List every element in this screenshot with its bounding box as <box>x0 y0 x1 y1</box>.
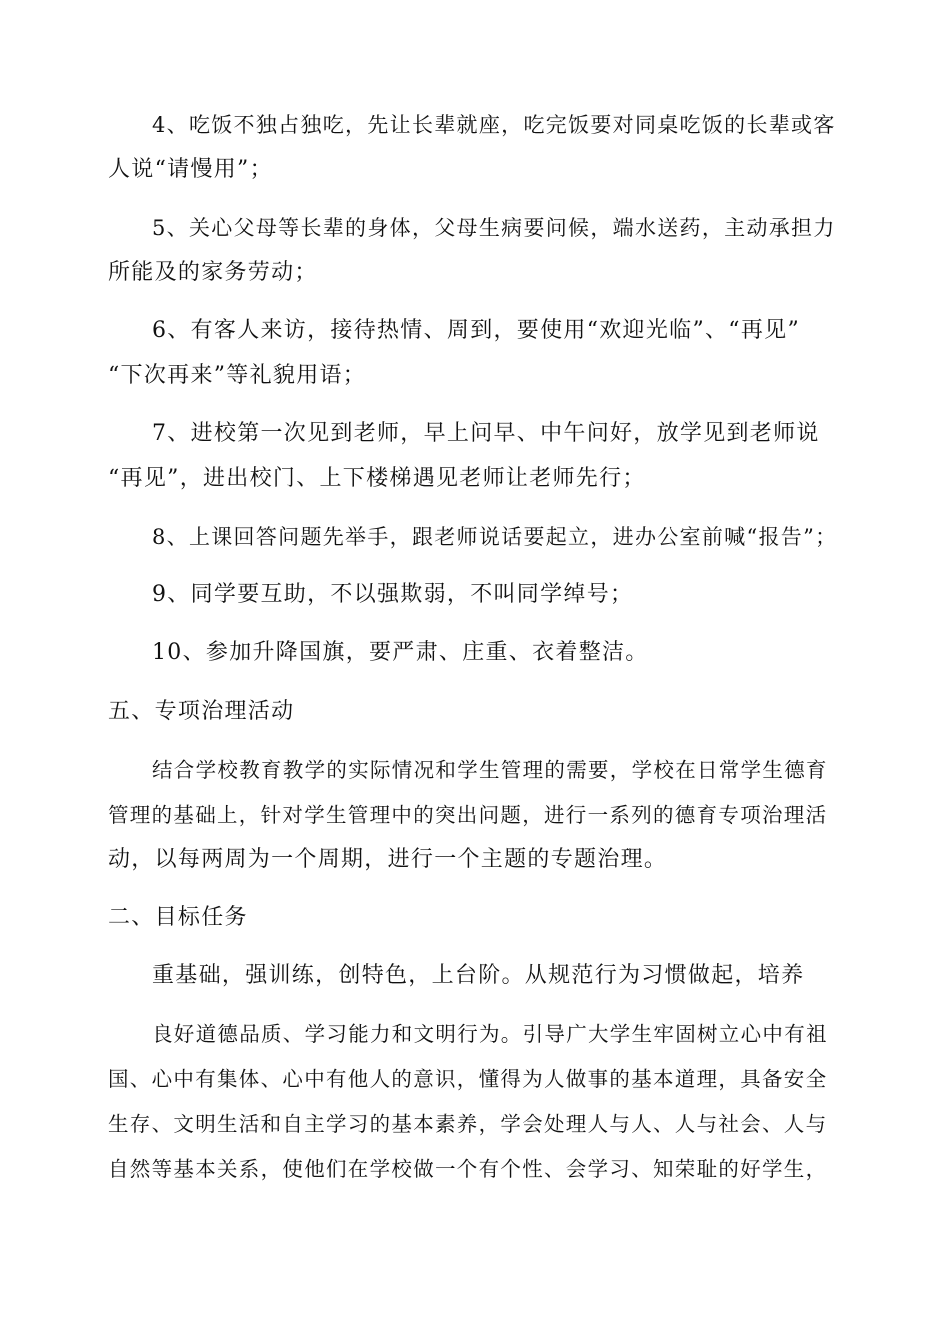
text-line: 良好道德品质、学习能力和文明行为。引导广大学生牢固树立心中有祖 <box>152 1022 828 1046</box>
text-line: 重基础，强训练，创特色，上台阶。从规范行为习惯做起，培养 <box>152 963 805 988</box>
text-line: 动，以每两周为一个周期，进行一个主题的专题治理。 <box>108 847 668 872</box>
text-line: 6、有客人来访，接待热情、周到，要使用“欢迎光临”、“再见” <box>152 318 800 343</box>
text-line: 9、同学要互助，不以强欺弱，不叫同学绰号； <box>152 582 634 607</box>
text-line: 所能及的家务劳动； <box>108 260 318 285</box>
text-line: “再见”，进出校门、上下楼梯遇见老师让老师先行； <box>108 466 646 491</box>
text-line: 10、参加升降国旗，要严肃、庄重、衣着整洁。 <box>152 640 649 665</box>
section-heading: 五、专项治理活动 <box>108 699 295 724</box>
text-line: 4、吃饭不独占独吃，先让长辈就座，吃完饭要对同桌吃饭的长辈或客 <box>152 113 836 137</box>
text-line: 8、上课回答问题先举手，跟老师说话要起立，进办公室前喊“报告”； <box>152 525 838 549</box>
text-line: 7、进校第一次见到老师，早上问早、中午问好，放学见到老师说 <box>152 421 820 446</box>
text-line: 人说“请慢用”； <box>108 157 273 182</box>
section-heading: 二、目标任务 <box>108 905 248 930</box>
text-line: 结合学校教育教学的实际情况和学生管理的需要，学校在日常学生德育 <box>152 758 828 782</box>
text-line: 国、心中有集体、心中有他人的意识，懂得为人做事的基本道理，具备安全 <box>108 1067 828 1091</box>
text-line: 5、关心父母等长辈的身体，父母生病要问候，端水送药，主动承担力 <box>152 216 836 240</box>
text-line: “下次再来”等礼貌用语； <box>108 363 367 388</box>
text-line: 自然等基本关系，使他们在学校做一个有个性、会学习、知荣耻的好学生， <box>108 1157 828 1181</box>
text-line: 管理的基础上，针对学生管理中的突出问题，进行一系列的德育专项治理活 <box>108 803 828 827</box>
text-line: 生存、文明生活和自主学习的基本素养，学会处理人与人、人与社会、人与 <box>108 1112 828 1136</box>
